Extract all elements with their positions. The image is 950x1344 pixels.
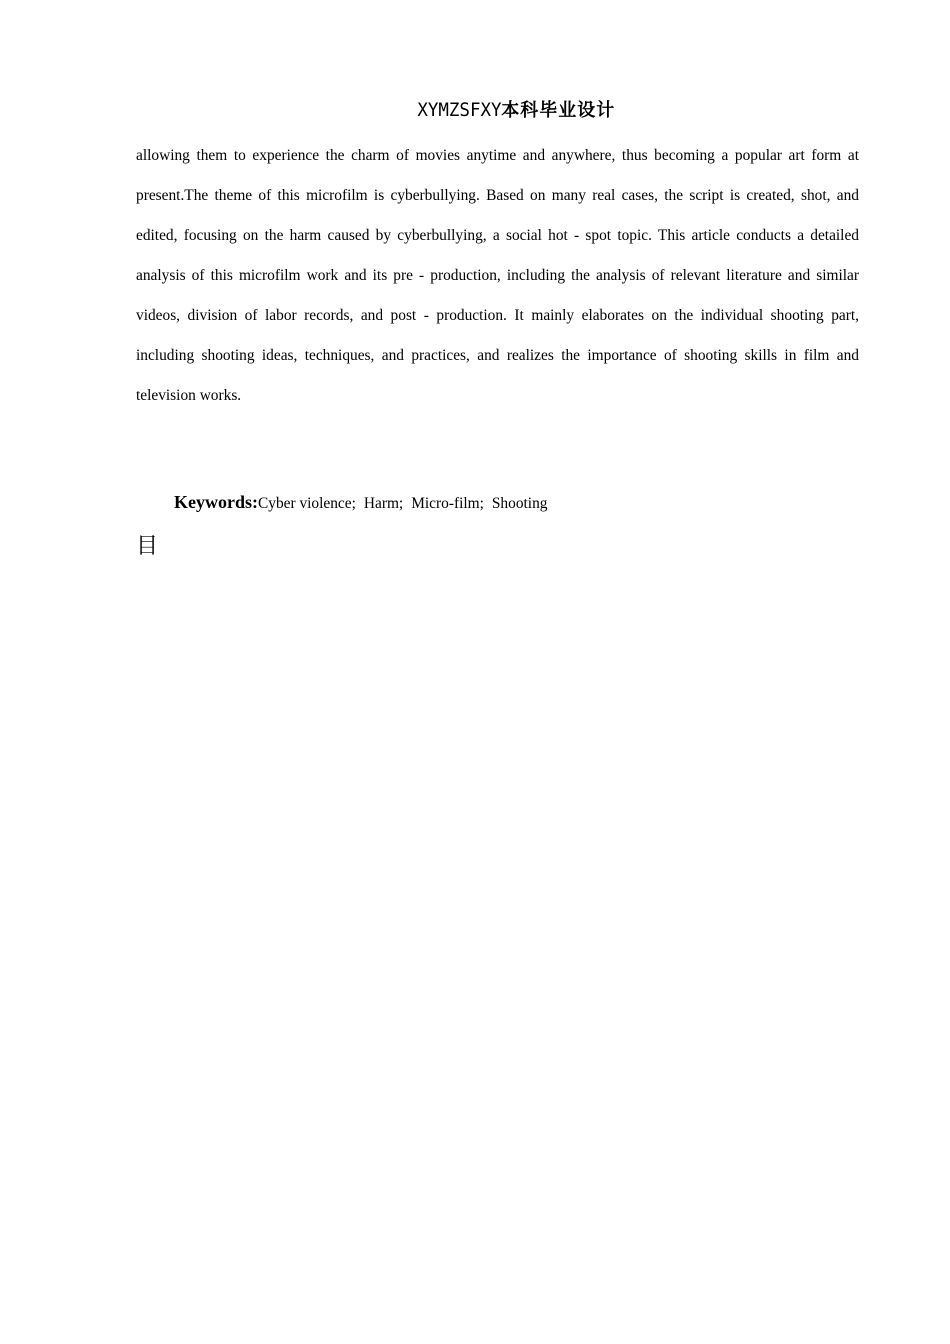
page-header: [0, 95, 950, 125]
keyword-item: Micro-film;: [411, 495, 484, 512]
toc-heading-fragment: 目: [136, 534, 159, 559]
keywords-label: Keywords:: [174, 492, 258, 512]
keyword-item: Shooting: [491, 495, 548, 512]
header-title: 本科毕业设计: [501, 100, 616, 121]
header-school-code: XYMZSFXY: [417, 99, 502, 121]
abstract-paragraph: allowing them to experience the charm of movies anytime and anywhere, thus becoming a popular art form at present.The theme of this microfilm is cyberbullying. Based on many real cases, the script is created, shot, and edited, focusing on the harm caused by cyberbullying, a social hot - spot topic. This article conducts a detailed analysis of this microfilm work and its pre - production, including the analysis of relevant literature and similar videos, division of labor records, and post - production. It mainly elaborates on the individual shooting part, including shooting ideas, techniques, and practices, and realizes the importance of shooting skills in film and television works.: [136, 147, 859, 404]
keywords-line: [174, 488, 555, 518]
keyword-item: Harm;: [363, 495, 404, 512]
keyword-item: Cyber violence;: [258, 495, 356, 512]
